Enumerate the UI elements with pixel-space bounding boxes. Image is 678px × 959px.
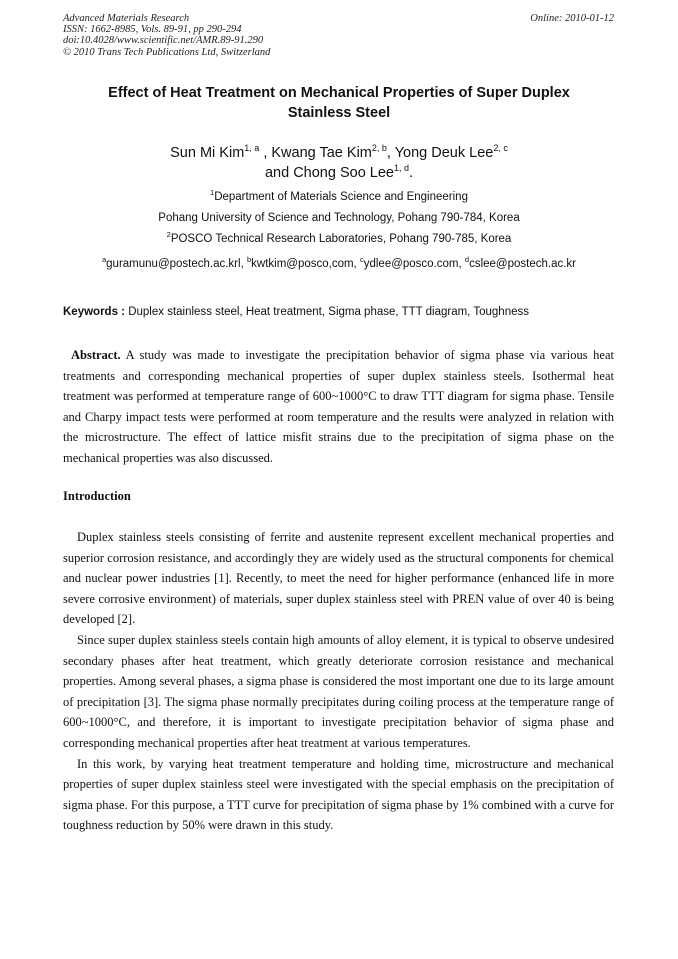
affiliation-2: [63, 232, 615, 246]
keywords-label: Keywords :: [63, 306, 125, 318]
doi-line: doi:10.4028/www.scientific.net/AMR.89-91.290: [63, 35, 264, 47]
author-affiliation-mark: 2, b: [371, 143, 387, 153]
affiliation-mark: 1: [210, 188, 215, 197]
paragraph: Duplex stainless steels consisting of ferrite and austenite represent excellent mechanical properties and superior corrosion resistance, and accordingly they are widely used as the structural components for chemical and nuclear power industries [1]. Recently, to meet the need for higher performance (enhanced life in more severe corrosive environment) of materials, super duplex stainless steel with PREN value of over 40 is being developed [2].: [63, 530, 614, 627]
affiliation-1-line-2: Pohang University of Science and Technology, Pohang 790-784, Korea: [158, 212, 520, 224]
email-link[interactable]: kwtkim@posco,com,: [251, 258, 357, 270]
email-mark: b: [246, 255, 252, 264]
abstract: [63, 345, 614, 469]
author-name: Kwang Tae Kim: [271, 145, 372, 161]
affiliation-1-line-1: [63, 190, 615, 204]
paper-title: [63, 83, 615, 123]
and-word: and: [264, 165, 290, 181]
email-link[interactable]: ydlee@posco.com,: [363, 258, 462, 270]
authors-line-1: Sun Mi Kim$^{1, a}$ , Kwang Tae Kim$^{2, b}$, Yong Deuk Lee$^{2, c}$: [170, 143, 508, 161]
email-line: [63, 257, 615, 271]
affiliation-text: POSCO Technical Research Laboratories, Pohang 790-785, Korea: [170, 233, 512, 245]
email-mark: d: [464, 255, 470, 264]
introduction-body: [63, 527, 614, 836]
keywords-text: Duplex stainless steel, Heat treatment, Sigma phase, TTT diagram, Toughness: [128, 306, 529, 318]
authors-line-2: and Chong Soo Lee$^{1, d}$.: [264, 163, 414, 181]
keywords: [63, 305, 623, 319]
title-line-1: Effect of Heat Treatment on Mechanical Properties of Super Duplex: [108, 85, 570, 101]
abstract-label: Abstract.: [71, 348, 121, 362]
author-name: Sun Mi Kim: [170, 145, 245, 161]
author-affiliation-mark: 1, d: [393, 163, 409, 173]
section-heading-introduction: Introduction: [63, 489, 131, 503]
abstract-text: A study was made to investigate the precipitation behavior of sigma phase via various heat treatments and corresponding mechanical properties of super duplex stainless steels. Isothermal heat treatment was performed at temperature range of 600~1000°C to draw TTT diagram for sigma phase. Tensile and Charpy impact tests were performed at room temperature and the results were analyzed in relation with the microstructure. The effect of lattice misfit strains due to the precipitation of sigma phase on the mechanical properties was also discussed.: [63, 348, 615, 465]
affiliation-text: Department of Materials Science and Engineering: [214, 191, 468, 203]
journal-name: Advanced Materials Research: [63, 13, 190, 24]
copyright-line: © 2010 Trans Tech Publications Ltd, Switzerland: [63, 46, 271, 58]
title-line-2: Stainless Steel: [287, 105, 391, 121]
email-mark: c: [359, 255, 364, 264]
author-name: Yong Deuk Lee: [394, 145, 494, 161]
author-affiliation-mark: 2, c: [493, 143, 508, 153]
journal-header: [63, 13, 270, 58]
email-link[interactable]: cslee@postech.ac.kr: [469, 258, 576, 270]
author-affiliation-mark: 1, a: [244, 143, 260, 153]
email-mark: a: [101, 255, 107, 264]
author-name: Chong Soo Lee: [293, 165, 394, 181]
paragraph: In this work, by varying heat treatment temperature and holding time, microstructure and mechanical properties of super duplex stainless steel were investigated with the special emphasis on the precipitation of sigma phase. For this purpose, a TTT curve for precipitation of sigma phase by 1% combined with a curve for toughness reduction by 50% were drawn in this study.: [63, 756, 614, 833]
issn-line: ISSN: 1662-8985, Vols. 89-91, pp 290-294: [63, 24, 242, 36]
affiliation-mark: 2: [166, 230, 171, 239]
paragraph: Since super duplex stainless steels contain high amounts of alloy element, it is typical to observe undesired secondary phases after heat treatment, which greatly deteriorate corrosion resistance and mechanical properties. Among several phases, a sigma phase is considered the most important one due to its large amount of precipitation [3]. The sigma phase normally precipitates during coiling process at the temperature range of 600~1000°C, and therefore, it is important to investigate precipitation behavior of sigma phase and corresponding mechanical properties after heat treatment at various temperatures.: [63, 632, 614, 750]
email-link[interactable]: guramunu@postech.ac.krl,: [106, 258, 244, 270]
author-list: [63, 143, 615, 183]
online-date: Online: 2010-01-12: [530, 13, 614, 24]
